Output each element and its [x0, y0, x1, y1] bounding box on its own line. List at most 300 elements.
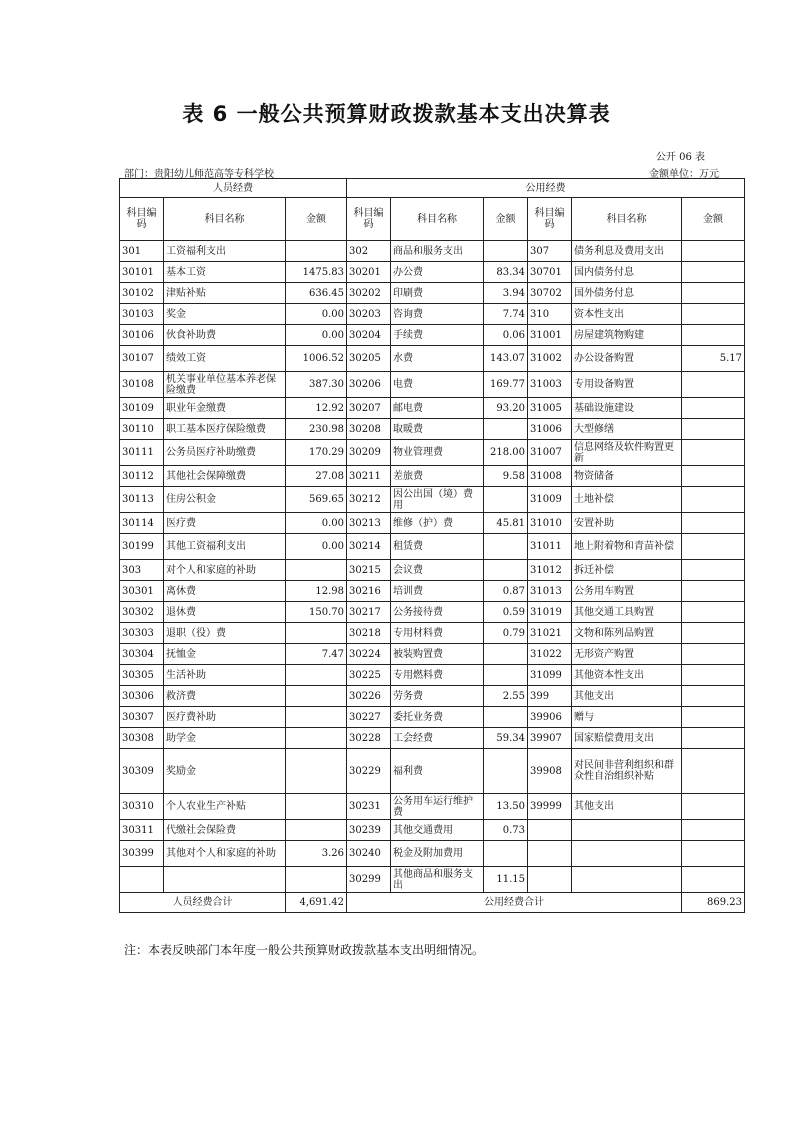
name-1-cell: 奖金 [164, 304, 286, 325]
name-3-cell: 专用设备购置 [572, 372, 682, 398]
code-3-cell: 31019 [528, 602, 572, 623]
amount-2-cell: 0.79 [484, 623, 528, 644]
code-1-cell: 303 [120, 560, 164, 581]
code-1-cell: 30103 [120, 304, 164, 325]
code-3-cell: 31012 [528, 560, 572, 581]
table-row [120, 560, 745, 581]
amount-3-cell [682, 686, 745, 707]
name-2-cell: 劳务费 [391, 686, 484, 707]
table-row [120, 513, 745, 534]
amount-2-cell [484, 707, 528, 728]
amount-3-cell [682, 487, 745, 513]
table-row [120, 644, 745, 665]
code-1-cell: 30399 [120, 841, 164, 867]
code-3-cell: 39999 [528, 794, 572, 820]
amount-3-cell [682, 419, 745, 440]
name-3-cell [572, 867, 682, 893]
name-1-cell: 生活补助 [164, 665, 286, 686]
code-3-cell: 31013 [528, 581, 572, 602]
code-2-cell: 30211 [347, 466, 391, 487]
name-3-cell: 无形资产购置 [572, 644, 682, 665]
amount-3-cell [682, 728, 745, 749]
code-3-cell [528, 867, 572, 893]
amount-2-cell [484, 644, 528, 665]
code-3-cell: 307 [528, 241, 572, 262]
amount-2-cell: 13.50 [484, 794, 528, 820]
name-2-cell: 办公费 [391, 262, 484, 283]
code-1-cell: 30310 [120, 794, 164, 820]
code-3-cell: 39907 [528, 728, 572, 749]
amount-3-cell [682, 794, 745, 820]
amount-1-cell: 0.00 [286, 304, 347, 325]
code-2-cell: 30205 [347, 346, 391, 372]
name-3-cell: 公务用车购置 [572, 581, 682, 602]
amount-2-cell [484, 241, 528, 262]
amount-1-cell: 636.45 [286, 283, 347, 304]
amount-2-cell [484, 487, 528, 513]
code-3-cell [528, 820, 572, 841]
code-3-cell: 39906 [528, 707, 572, 728]
name-3-cell: 土地补偿 [572, 487, 682, 513]
amount-3-cell [682, 602, 745, 623]
code-1-cell: 30304 [120, 644, 164, 665]
amount-2-cell: 45.81 [484, 513, 528, 534]
name-2-cell: 专用燃料费 [391, 665, 484, 686]
name-1-cell: 助学金 [164, 728, 286, 749]
code-1-cell: 30302 [120, 602, 164, 623]
amount-2-cell: 83.34 [484, 262, 528, 283]
name-2-cell: 手续费 [391, 325, 484, 346]
name-1-cell: 医疗费补助 [164, 707, 286, 728]
name-3-cell: 房屋建筑物购建 [572, 325, 682, 346]
amount-1-cell: 150.70 [286, 602, 347, 623]
amount-3-cell [682, 841, 745, 867]
code-2-cell: 30225 [347, 665, 391, 686]
amount-3-cell [682, 534, 745, 560]
code-2-cell: 30208 [347, 419, 391, 440]
amount-3-cell [682, 262, 745, 283]
amount-2-cell [484, 560, 528, 581]
code-2-cell: 30214 [347, 534, 391, 560]
code-2-cell: 30217 [347, 602, 391, 623]
code-2-cell: 30203 [347, 304, 391, 325]
name-2-cell: 福利费 [391, 749, 484, 794]
name-2-cell: 取暖费 [391, 419, 484, 440]
code-1-cell: 30311 [120, 820, 164, 841]
department-label: 部门：贵阳幼儿师范高等专科学校 [124, 169, 274, 180]
amount-2-cell: 143.07 [484, 346, 528, 372]
name-2-cell: 会议费 [391, 560, 484, 581]
code-1-cell: 30307 [120, 707, 164, 728]
amount-2-cell: 169.77 [484, 372, 528, 398]
code-1-cell: 30306 [120, 686, 164, 707]
name-3-cell: 拆迁补偿 [572, 560, 682, 581]
table-row [120, 440, 745, 466]
name-2-cell: 维修（护）费 [391, 513, 484, 534]
code-header: 科目编码 [347, 198, 391, 241]
code-1-cell: 30110 [120, 419, 164, 440]
code-2-cell: 30204 [347, 325, 391, 346]
amount-2-cell: 0.59 [484, 602, 528, 623]
name-2-cell: 电费 [391, 372, 484, 398]
table-row [120, 419, 745, 440]
name-2-cell: 差旅费 [391, 466, 484, 487]
name-2-cell: 其他交通费用 [391, 820, 484, 841]
code-3-cell: 31099 [528, 665, 572, 686]
name-2-cell: 公务接待费 [391, 602, 484, 623]
name-1-cell: 个人农业生产补贴 [164, 794, 286, 820]
code-2-cell: 30218 [347, 623, 391, 644]
name-3-cell: 其他资本性支出 [572, 665, 682, 686]
amount-2-cell: 93.20 [484, 398, 528, 419]
code-1-cell: 30114 [120, 513, 164, 534]
name-2-cell: 其他商品和服务支出 [391, 867, 484, 893]
amount-3-cell [682, 440, 745, 466]
public-total-label: 公用经费合计 [347, 893, 682, 913]
amount-2-cell: 59.34 [484, 728, 528, 749]
code-3-cell: 399 [528, 686, 572, 707]
name-1-cell: 工资福利支出 [164, 241, 286, 262]
name-1-cell: 奖励金 [164, 749, 286, 794]
name-2-cell: 因公出国（境）费用 [391, 487, 484, 513]
code-3-cell: 31011 [528, 534, 572, 560]
table-row [120, 466, 745, 487]
table-row [120, 283, 745, 304]
code-1-cell: 30102 [120, 283, 164, 304]
name-2-cell: 水费 [391, 346, 484, 372]
name-1-cell: 退职（役）费 [164, 623, 286, 644]
amount-3-cell [682, 644, 745, 665]
name-2-cell: 培训费 [391, 581, 484, 602]
code-1-cell: 30113 [120, 487, 164, 513]
name-2-cell: 公务用车运行维护费 [391, 794, 484, 820]
name-1-cell: 医疗费 [164, 513, 286, 534]
amount-3-cell [682, 283, 745, 304]
name-3-cell [572, 820, 682, 841]
table-row [120, 794, 745, 820]
amount-1-cell [286, 241, 347, 262]
code-1-cell: 30308 [120, 728, 164, 749]
name-3-cell: 物资储备 [572, 466, 682, 487]
code-3-cell: 31006 [528, 419, 572, 440]
amount-3-cell [682, 241, 745, 262]
amount-1-cell: 1006.52 [286, 346, 347, 372]
amount-1-cell [286, 728, 347, 749]
name-3-cell: 对民间非营利组织和群众性自治组织补贴 [572, 749, 682, 794]
code-3-cell: 31001 [528, 325, 572, 346]
amount-3-cell [682, 665, 745, 686]
amount-2-cell: 0.87 [484, 581, 528, 602]
code-3-cell: 30701 [528, 262, 572, 283]
code-3-cell: 31022 [528, 644, 572, 665]
code-1-cell: 30199 [120, 534, 164, 560]
name-2-cell: 印刷费 [391, 283, 484, 304]
name-header: 科目名称 [391, 198, 484, 241]
amount-1-cell: 230.98 [286, 419, 347, 440]
amount-3-cell [682, 325, 745, 346]
amount-1-cell [286, 560, 347, 581]
amount-3-cell [682, 372, 745, 398]
code-2-cell: 30216 [347, 581, 391, 602]
name-3-cell: 债务利息及费用支出 [572, 241, 682, 262]
code-header: 科目编码 [528, 198, 572, 241]
amount-1-cell [286, 665, 347, 686]
table-row [120, 749, 745, 794]
table-row [120, 581, 745, 602]
code-2-cell: 30231 [347, 794, 391, 820]
name-2-cell: 委托业务费 [391, 707, 484, 728]
code-2-cell: 30226 [347, 686, 391, 707]
table-row [120, 325, 745, 346]
name-3-cell: 资本性支出 [572, 304, 682, 325]
table-row [120, 372, 745, 398]
amount-1-cell [286, 707, 347, 728]
name-3-cell: 其他支出 [572, 686, 682, 707]
code-1-cell: 30303 [120, 623, 164, 644]
amount-1-cell: 0.00 [286, 325, 347, 346]
amount-1-cell: 1475.83 [286, 262, 347, 283]
amount-2-cell [484, 665, 528, 686]
amount-1-cell: 12.92 [286, 398, 347, 419]
code-1-cell: 30107 [120, 346, 164, 372]
table-row [120, 686, 745, 707]
amount-1-cell: 7.47 [286, 644, 347, 665]
table-row [120, 262, 745, 283]
amount-unit-label: 金额单位：万元 [649, 169, 719, 180]
code-2-cell: 30201 [347, 262, 391, 283]
amount-2-cell: 2.55 [484, 686, 528, 707]
code-1-cell [120, 867, 164, 893]
amount-2-cell: 9.58 [484, 466, 528, 487]
code-3-cell: 31002 [528, 346, 572, 372]
amount-2-cell [484, 749, 528, 794]
name-2-cell: 商品和服务支出 [391, 241, 484, 262]
amount-1-cell: 569.65 [286, 487, 347, 513]
name-2-cell: 咨询费 [391, 304, 484, 325]
amount-1-cell [286, 820, 347, 841]
code-1-cell: 30108 [120, 372, 164, 398]
public-header: 公用经费 [347, 179, 745, 198]
amount-3-cell [682, 623, 745, 644]
code-2-cell: 30240 [347, 841, 391, 867]
name-1-cell [164, 867, 286, 893]
personnel-header: 人员经费 [120, 179, 347, 198]
table-row [120, 623, 745, 644]
name-3-cell [572, 841, 682, 867]
name-2-cell: 被装购置费 [391, 644, 484, 665]
name-3-cell: 国家赔偿费用支出 [572, 728, 682, 749]
expenditure-table [119, 178, 745, 913]
name-3-cell: 安置补助 [572, 513, 682, 534]
table-row [120, 602, 745, 623]
name-1-cell: 基本工资 [164, 262, 286, 283]
table-row [120, 867, 745, 893]
name-3-cell: 地上附着物和青苗补偿 [572, 534, 682, 560]
code-1-cell: 30111 [120, 440, 164, 466]
name-2-cell: 邮电费 [391, 398, 484, 419]
amount-1-cell [286, 749, 347, 794]
name-2-cell: 物业管理费 [391, 440, 484, 466]
code-1-cell: 30301 [120, 581, 164, 602]
amount-header: 金额 [484, 198, 528, 241]
public-total-value: 869.23 [682, 893, 745, 913]
amount-1-cell [286, 686, 347, 707]
code-2-cell: 30229 [347, 749, 391, 794]
name-1-cell: 公务员医疗补助缴费 [164, 440, 286, 466]
code-2-cell: 30224 [347, 644, 391, 665]
name-1-cell: 津贴补贴 [164, 283, 286, 304]
code-3-cell: 31009 [528, 487, 572, 513]
amount-2-cell: 218.00 [484, 440, 528, 466]
name-3-cell: 办公设备购置 [572, 346, 682, 372]
amount-2-cell [484, 419, 528, 440]
table-row [120, 487, 745, 513]
name-3-cell: 其他支出 [572, 794, 682, 820]
code-3-cell: 31005 [528, 398, 572, 419]
table-row [120, 346, 745, 372]
name-1-cell: 绩效工资 [164, 346, 286, 372]
name-3-cell: 基础设施建设 [572, 398, 682, 419]
name-1-cell: 救济费 [164, 686, 286, 707]
code-3-cell: 30702 [528, 283, 572, 304]
code-3-cell: 39908 [528, 749, 572, 794]
table-row [120, 398, 745, 419]
amount-2-cell: 7.74 [484, 304, 528, 325]
table-row [120, 665, 745, 686]
amount-2-cell [484, 841, 528, 867]
name-1-cell: 职业年金缴费 [164, 398, 286, 419]
code-3-cell: 31007 [528, 440, 572, 466]
amount-2-cell: 0.73 [484, 820, 528, 841]
code-3-cell: 31010 [528, 513, 572, 534]
name-1-cell: 其他工资福利支出 [164, 534, 286, 560]
name-header: 科目名称 [572, 198, 682, 241]
code-1-cell: 301 [120, 241, 164, 262]
code-2-cell: 30299 [347, 867, 391, 893]
table-row [120, 241, 745, 262]
amount-1-cell: 387.30 [286, 372, 347, 398]
amount-2-cell [484, 534, 528, 560]
amount-1-cell [286, 794, 347, 820]
name-1-cell: 对个人和家庭的补助 [164, 560, 286, 581]
name-1-cell: 机关事业单位基本养老保险缴费 [164, 372, 286, 398]
code-2-cell: 30227 [347, 707, 391, 728]
code-3-cell: 31008 [528, 466, 572, 487]
code-3-cell: 310 [528, 304, 572, 325]
table-row [120, 820, 745, 841]
amount-1-cell: 3.26 [286, 841, 347, 867]
amount-3-cell [682, 820, 745, 841]
name-2-cell: 税金及附加费用 [391, 841, 484, 867]
name-3-cell: 大型修缮 [572, 419, 682, 440]
table-row [120, 728, 745, 749]
amount-3-cell [682, 749, 745, 794]
amount-3-cell [682, 513, 745, 534]
name-3-cell: 文物和陈列品购置 [572, 623, 682, 644]
code-2-cell: 30206 [347, 372, 391, 398]
name-2-cell: 工会经费 [391, 728, 484, 749]
amount-1-cell [286, 867, 347, 893]
name-3-cell: 其他交通工具购置 [572, 602, 682, 623]
code-header: 科目编码 [120, 198, 164, 241]
code-2-cell: 30213 [347, 513, 391, 534]
name-1-cell: 代缴社会保险费 [164, 820, 286, 841]
amount-3-cell [682, 466, 745, 487]
amount-3-cell [682, 304, 745, 325]
name-2-cell: 租赁费 [391, 534, 484, 560]
code-1-cell: 30305 [120, 665, 164, 686]
amount-1-cell: 0.00 [286, 534, 347, 560]
code-2-cell: 30228 [347, 728, 391, 749]
amount-header: 金额 [682, 198, 745, 241]
name-1-cell: 职工基本医疗保险缴费 [164, 419, 286, 440]
code-1-cell: 30106 [120, 325, 164, 346]
name-1-cell: 其他对个人和家庭的补助 [164, 841, 286, 867]
amount-header: 金额 [286, 198, 347, 241]
amount-1-cell: 12.98 [286, 581, 347, 602]
amount-1-cell: 170.29 [286, 440, 347, 466]
code-1-cell: 30109 [120, 398, 164, 419]
amount-2-cell: 3.94 [484, 283, 528, 304]
table-row [120, 304, 745, 325]
amount-1-cell [286, 623, 347, 644]
amount-3-cell [682, 398, 745, 419]
name-3-cell: 国外债务付息 [572, 283, 682, 304]
page-title: 表 6 一般公共预算财政拨款基本支出决算表 [182, 102, 611, 126]
personnel-total-label: 人员经费合计 [120, 893, 286, 913]
name-1-cell: 住房公积金 [164, 487, 286, 513]
name-2-cell: 专用材料费 [391, 623, 484, 644]
code-3-cell: 31021 [528, 623, 572, 644]
amount-3-cell [682, 560, 745, 581]
code-2-cell: 30212 [347, 487, 391, 513]
code-2-cell: 30209 [347, 440, 391, 466]
code-3-cell: 31003 [528, 372, 572, 398]
name-1-cell: 离休费 [164, 581, 286, 602]
code-2-cell: 30207 [347, 398, 391, 419]
name-1-cell: 抚恤金 [164, 644, 286, 665]
form-number: 公开 06 表 [655, 152, 705, 163]
table-note: 注：本表反映部门本年度一般公共预算财政拨款基本支出明细情况。 [124, 943, 485, 957]
code-2-cell: 302 [347, 241, 391, 262]
name-3-cell: 国内债务付息 [572, 262, 682, 283]
code-1-cell: 30309 [120, 749, 164, 794]
name-3-cell: 信息网络及软件购置更新 [572, 440, 682, 466]
code-3-cell [528, 841, 572, 867]
name-3-cell: 赠与 [572, 707, 682, 728]
table-row [120, 707, 745, 728]
amount-1-cell: 0.00 [286, 513, 347, 534]
name-1-cell: 退休费 [164, 602, 286, 623]
personnel-total-value: 4,691.42 [286, 893, 347, 913]
code-1-cell: 30112 [120, 466, 164, 487]
amount-1-cell: 27.08 [286, 466, 347, 487]
code-1-cell: 30101 [120, 262, 164, 283]
table-row [120, 534, 745, 560]
amount-2-cell: 0.06 [484, 325, 528, 346]
amount-2-cell: 11.15 [484, 867, 528, 893]
name-1-cell: 伙食补助费 [164, 325, 286, 346]
code-2-cell: 30215 [347, 560, 391, 581]
amount-3-cell: 5.17 [682, 346, 745, 372]
table-row [120, 841, 745, 867]
amount-3-cell [682, 867, 745, 893]
code-2-cell: 30202 [347, 283, 391, 304]
name-header: 科目名称 [164, 198, 286, 241]
amount-3-cell [682, 581, 745, 602]
amount-3-cell [682, 707, 745, 728]
code-2-cell: 30239 [347, 820, 391, 841]
